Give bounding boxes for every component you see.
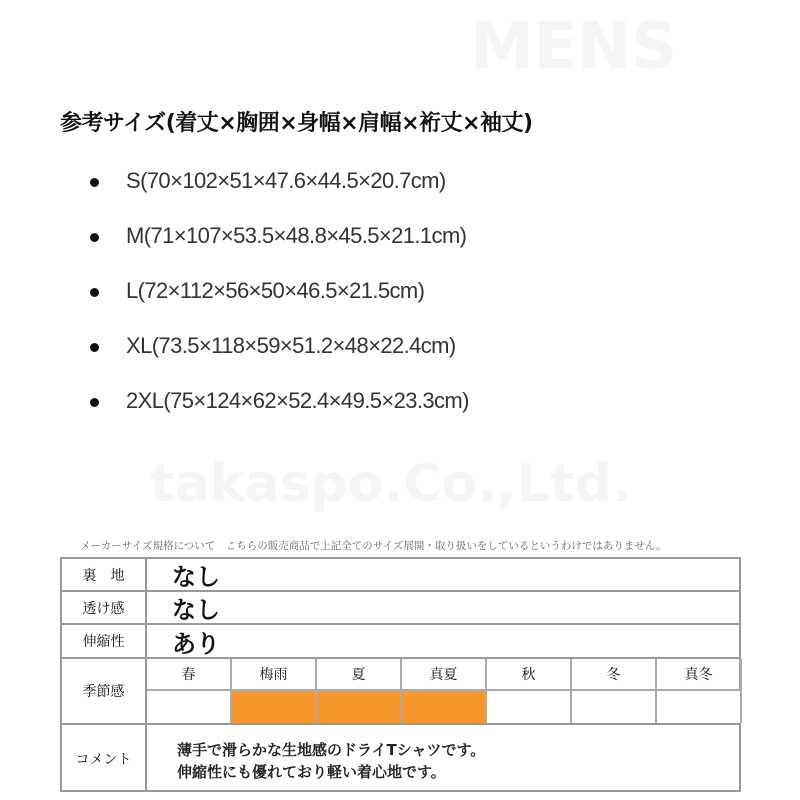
row-label: 透け感: [62, 592, 147, 623]
season-header: 真夏: [402, 659, 487, 691]
season-header: 冬: [572, 659, 657, 691]
bullet-icon: [90, 288, 99, 297]
list-item: [90, 278, 469, 333]
comment-line: 薄手で滑らかな生地感のドライTシャツです。: [177, 741, 486, 759]
season-indicator: [232, 691, 317, 723]
row-label: 伸縮性: [62, 625, 147, 657]
watermark: MENS: [470, 10, 678, 84]
bullet-icon: [90, 398, 99, 407]
size-list: [90, 168, 469, 443]
row-label: 季節感: [62, 659, 147, 723]
list-item: [90, 168, 469, 223]
row-value: あり: [172, 629, 220, 658]
season-header: 秋: [487, 659, 572, 691]
list-item: [90, 333, 469, 388]
season-header: 梅雨: [232, 659, 317, 691]
size-text: S(70×102×51×47.6×44.5×20.7cm): [126, 168, 446, 193]
comment-line: 伸縮性にも優れており軽い着心地です。: [177, 763, 446, 781]
season-header: 春: [147, 659, 232, 691]
size-text: L(72×112×56×50×46.5×21.5cm): [126, 278, 425, 303]
row-value: なし: [172, 563, 220, 591]
season-indicator: [657, 691, 742, 723]
season-indicator: [487, 691, 572, 723]
row-lining: [62, 559, 739, 592]
season-header: 夏: [317, 659, 402, 691]
season-indicator: [147, 691, 232, 723]
watermark: takaspo.Co.,Ltd.: [150, 454, 632, 514]
page-title: 参考サイズ(着丈×胸囲×身幅×肩幅×裄丈×袖丈): [60, 111, 533, 136]
season-indicator: [317, 691, 402, 723]
row-label: コメント: [62, 725, 147, 792]
list-item: [90, 388, 469, 443]
spec-table: [60, 557, 741, 792]
row-sheer: [62, 592, 739, 625]
size-text: M(71×107×53.5×48.8×45.5×21.1cm): [126, 223, 467, 248]
row-label: 裏 地: [62, 559, 147, 590]
size-note: メーカーサイズ規格について こちらの販売商品で上記全てのサイズ展開・取り扱いをしているというわけではありません。: [80, 540, 667, 552]
row-stretch: [62, 625, 739, 659]
list-item: [90, 223, 469, 278]
row-season: [62, 659, 739, 725]
comment-text: [177, 739, 485, 783]
season-indicator: [402, 691, 487, 723]
bullet-icon: [90, 343, 99, 352]
row-value: なし: [172, 596, 220, 624]
size-text: 2XL(75×124×62×52.4×49.5×23.3cm): [126, 388, 469, 413]
bullet-icon: [90, 178, 99, 187]
bullet-icon: [90, 233, 99, 242]
season-header: 真冬: [657, 659, 742, 691]
row-comment: [62, 725, 739, 792]
season-indicator: [572, 691, 657, 723]
size-text: XL(73.5×118×59×51.2×48×22.4cm): [126, 333, 456, 358]
